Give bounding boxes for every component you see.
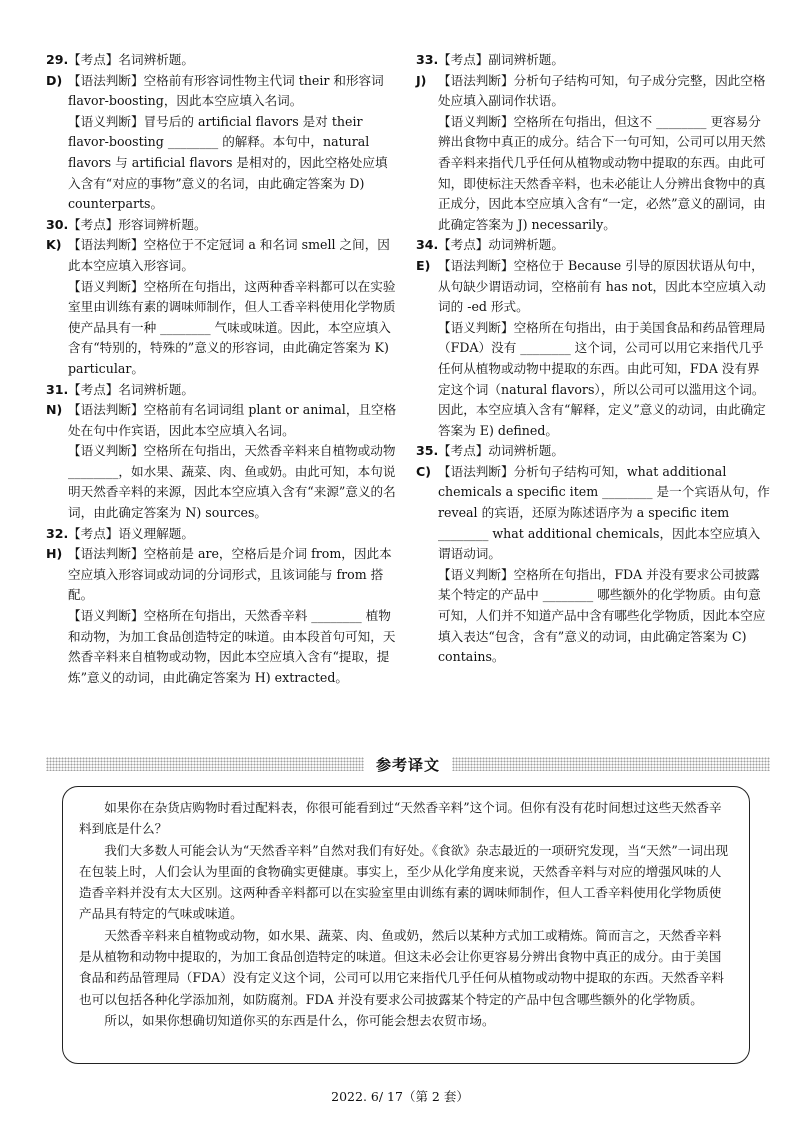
entry-marker: 33.: [416, 52, 439, 67]
explanation-entry: [416, 256, 770, 441]
translation-paragraph: 我们大多数人可能会认为“天然香辛料”自然对我们有好处。《食欲》杂志最近的一项研究发现，当“天然”一词出现在包装上时，人们会认为里面的食物确实更健康。事实上，至少从化学角度来说，天然香辛料与对应的增强风味的人造香辛料并没有太大区别。这两种香辛料都可以在实验室里由训练有素的调味师制作，但人工香辛料使用化学物质使产品具有特定的气味或味道。: [79, 842, 729, 922]
entry-paragraph: 【考点】形容词辨析题。: [68, 216, 207, 232]
entry-marker: K): [46, 237, 62, 253]
left-column: [46, 50, 400, 688]
explanation-entry: [46, 544, 400, 688]
entry-marker: H): [46, 546, 63, 562]
explanation-entry: [46, 524, 400, 545]
explanation-entry: [46, 71, 400, 215]
entry-marker: 31.: [46, 381, 69, 397]
translation-box: [62, 786, 750, 1064]
translation-paragraph: 天然香辛料来自植物或动物，如水果、蔬菜、肉、鱼或奶，然后以某种方式加工或精炼。简而言之，天然香辛料是从植物和动物中提取的，为加工食品创造特定的味道。但这未必会让你更容易分辨出食物中真正的成分。由于美国食品和药品管理局（FDA）没有定义这个词，公司可以用它来指代几乎任何从植物或动物中提取的东西。天然香辛料也可以包括各种化学添加剂，如防腐剂。FDA 并没有要求公司披露某个特定的产品中包含哪些额外的化学物质。: [79, 927, 725, 1007]
entry-paragraph: 【语法判断】空格前有名词词组 plant or animal，且空格处在句中作宾语，因此本空应填入名词。: [68, 402, 397, 438]
entry-paragraph: 【考点】名词辨析题。: [68, 52, 194, 67]
entry-marker: 30.: [46, 216, 69, 232]
entry-marker: 34.: [416, 237, 439, 253]
entry-marker: E): [416, 257, 431, 273]
entry-paragraph: 【语法判断】分析句子结构可知，what additional chemicals a specific item ________ 是一个宾语从句，作 reveal 的宾语，还原为陈述语序为 a specific item ________ what additional chemicals，因此本空应填入谓语动词。: [438, 463, 770, 562]
entry-paragraph: 【考点】动词辨析题。: [438, 443, 564, 459]
entry-paragraph: 【语义判断】空格所在句指出，但这不 ________ 更容易分辨出食物中真正的成分。结合下一句可知，公司可以用天然香辛料来指代几乎任何从植物或动物中提取的东西。由此可知，即使标注天然香辛料，也未必能让人分辨出食物中的真正成分，因此本空应填入含有“一定，必然”意义的副词，由此确定答案为 J) necessarily。: [438, 113, 766, 232]
entry-paragraph: 【语法判断】分析句子结构可知，句子成分完整，因此空格处应填入副词作状语。: [438, 72, 766, 109]
entry-paragraph: 【考点】语义理解题。: [68, 525, 194, 541]
translation-paragraph: 所以，如果你想确切知道你买的东西是什么，你可能会想去农贸市场。: [104, 1012, 495, 1028]
explanation-entry: [416, 71, 770, 236]
explanation-entry: [46, 235, 400, 379]
divider-dots-left: [46, 757, 364, 771]
entry-paragraph: 【语义判断】空格所在句指出，这两种香辛料都可以在实验室里由训练有素的调味师制作，但人工香辛料使用化学物质使产品具有一种 ________ 气味或味道。因此，本空应填入含有“特别的，特殊的”意义的形容词，由此确定答案为 K) particular。: [68, 278, 396, 376]
entry-paragraph: 【语义判断】空格所在句指出，天然香辛料来自植物或动物 ________，如水果、蔬菜、肉、鱼或奶。由此可知，本句说明天然香辛料的来源，因此本空应填入含有“来源”意义的名词，由此确定答案为 N) sources。: [68, 443, 396, 521]
explanation-entry: [416, 50, 770, 71]
translation-paragraph: 如果你在杂货店购物时看过配料表，你很可能看到过“天然香辛料”这个词。但你有没有花时间想过这些天然香辛料到底是什么？: [79, 800, 722, 837]
entry-paragraph: 【语法判断】空格前是 are，空格后是介词 from，因此本空应填入形容词或动词的分词形式，且该词能与 from 搭配。: [68, 546, 392, 603]
entry-paragraph: 【语义判断】冒号后的 artificial flavors 是对 their flavor-boosting ________ 的解释。本句中，natural flavors 与 artificial flavors 是相对的，因此空格处应填入含有“对应的事物”意义的名词，由此确定答案为 D) counterparts。: [68, 113, 388, 212]
entry-marker: J): [416, 72, 427, 88]
entry-paragraph: 【考点】名词辨析题。: [68, 381, 194, 397]
entry-paragraph: 【考点】副词辨析题。: [438, 52, 564, 67]
explanation-entry: [46, 400, 400, 524]
explanation-entry: [46, 50, 400, 71]
entry-marker: C): [416, 463, 431, 479]
entry-marker: 32.: [46, 525, 69, 541]
entry-paragraph: 【语义判断】空格所在句指出，FDA 并没有要求公司披露某个特定的产品中 ________ 哪些额外的化学物质。由句意可知，人们并不知道产品中含有哪些化学物质，因此本空应填入表达“包含，含有”意义的动词，由此确定答案为 C) contains。: [438, 566, 766, 665]
entry-paragraph: 【语法判断】空格前有形容词性物主代词 their 和形容词 flavor-boosting，因此本空应填入名词。: [68, 72, 384, 109]
page-footer: 2022. 6/ 17（第 2 套）: [331, 1089, 469, 1104]
entry-paragraph: 【语义判断】空格所在句指出，天然香辛料 ________ 植物和动物，为加工食品创造特定的味道。由本段首句可知，天然香辛料来自植物或动物，因此本空应填入含有“提取，提炼”意义的动词，由此确定答案为 H) extracted。: [68, 608, 396, 685]
translation-divider: [46, 750, 770, 778]
right-column: [416, 50, 770, 668]
divider-dots-right: [452, 757, 770, 771]
explanation-entry: [46, 215, 400, 236]
entry-paragraph: 【语法判断】空格位于不定冠词 a 和名词 smell 之间，因此本空应填入形容词。: [68, 237, 390, 273]
entry-marker: 35.: [416, 443, 439, 459]
entry-paragraph: 【语法判断】空格位于 Because 引导的原因状语从句中，从句缺少谓语动词，空格前有 has not，因此本空应填入动词的 -ed 形式。: [438, 257, 766, 315]
explanation-entry: [46, 380, 400, 401]
explanation-entry: [416, 462, 770, 668]
entry-paragraph: 【语义判断】空格所在句指出，由于美国食品和药品管理局（FDA）没有 ________ 这个词，公司可以用它来指代几乎任何从植物或动物中提取的东西。由此可知，FDA 没有界定这个词（natural flavors），所以公司可以滥用这个词。因此，本空应填入含有“解释，定义”意义的动词，由此确定答案为 E) defined。: [438, 319, 766, 438]
explanation-entry: [416, 235, 770, 256]
entry-paragraph: 【考点】动词辨析题。: [438, 237, 564, 253]
translation-title: 参考译文: [376, 755, 441, 774]
entry-marker: N): [46, 402, 63, 418]
explanation-entry: [416, 441, 770, 462]
entry-marker: D): [46, 72, 63, 88]
entry-marker: 29.: [46, 52, 69, 67]
